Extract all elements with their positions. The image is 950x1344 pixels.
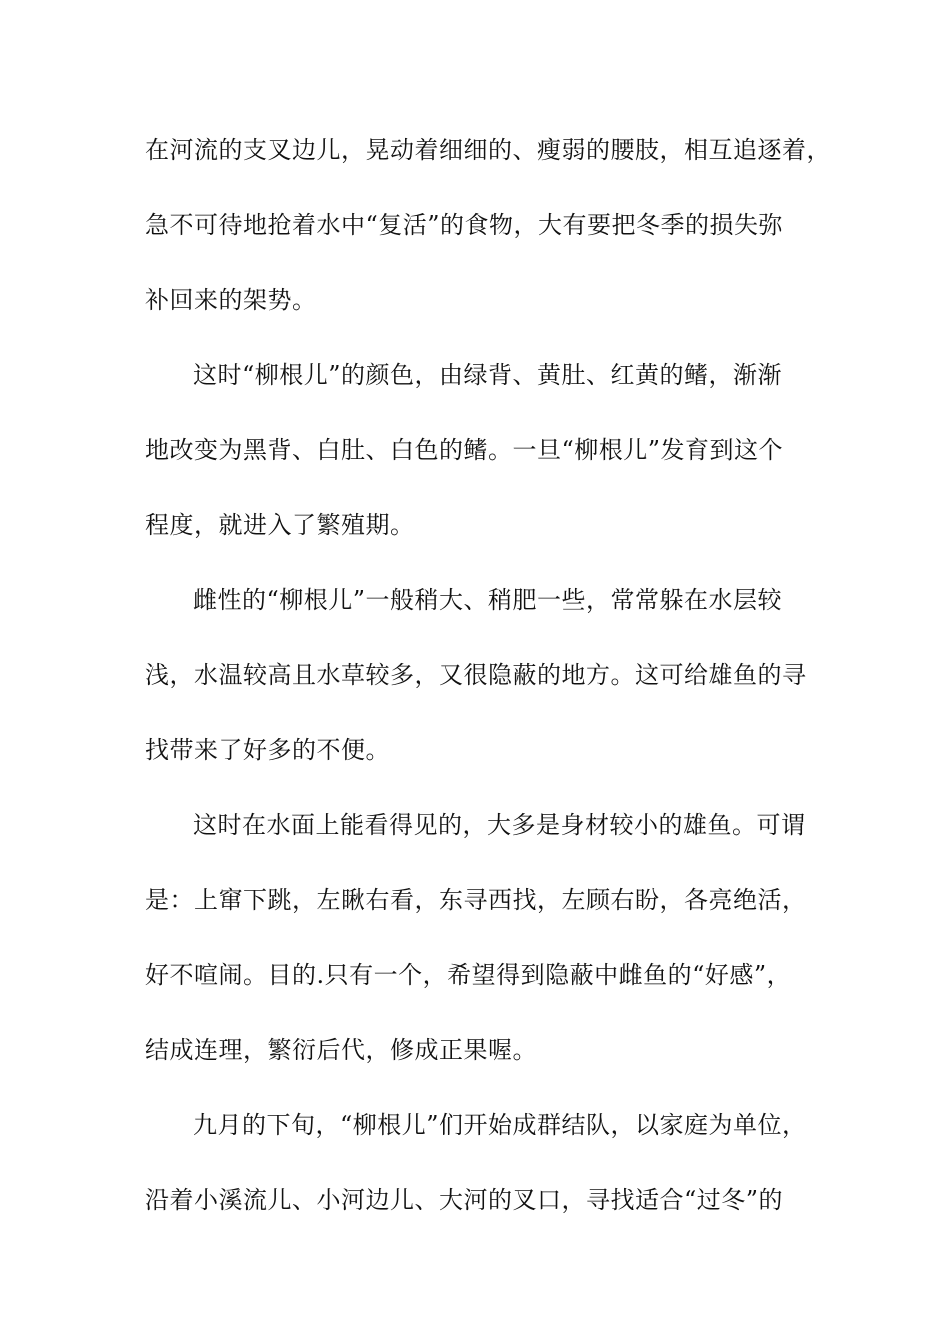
text-line: 这时“柳根儿”的颜色，由绿背、黄肚、红黄的鳍，渐渐 [193, 361, 783, 389]
text-line: 结成连理，繁衍后代，修成正果喔。 [145, 1036, 537, 1064]
text-line: 好不喧闹。目的.只有一个，希望得到隐蔽中雌鱼的“好感”， [145, 961, 792, 989]
text-line: 雌性的“柳根儿”一般稍大、稍肥一些，常常躲在水层较 [193, 586, 783, 614]
text-line: 九月的下旬，“柳根儿”们开始成群结队，以家庭为单位， [193, 1111, 807, 1139]
text-line: 在河流的支叉边儿，晃动着细细的、瘦弱的腰肢，相互追逐着， [145, 136, 831, 164]
text-line: 是：上窜下跳，左瞅右看，东寻西找，左顾右盼，各亮绝活， [145, 886, 807, 914]
text-line: 地改变为黑背、白肚、白色的鳍。一旦“柳根儿”发育到这个 [145, 436, 784, 464]
text-line: 浅，水温较高且水草较多，又很隐蔽的地方。这可给雄鱼的寻 [145, 661, 807, 689]
text-line: 补回来的架势。 [145, 286, 317, 314]
text-line: 程度，就进入了繁殖期。 [145, 511, 415, 539]
text-line: 找带来了好多的不便。 [145, 736, 390, 764]
text-line: 沿着小溪流儿、小河边儿、大河的叉口，寻找适合“过冬”的 [145, 1186, 784, 1214]
text-line: 急不可待地抢着水中“复活”的食物，大有要把冬季的损失弥 [145, 211, 784, 239]
text-line: 这时在水面上能看得见的，大多是身材较小的雄鱼。可谓 [193, 811, 806, 839]
